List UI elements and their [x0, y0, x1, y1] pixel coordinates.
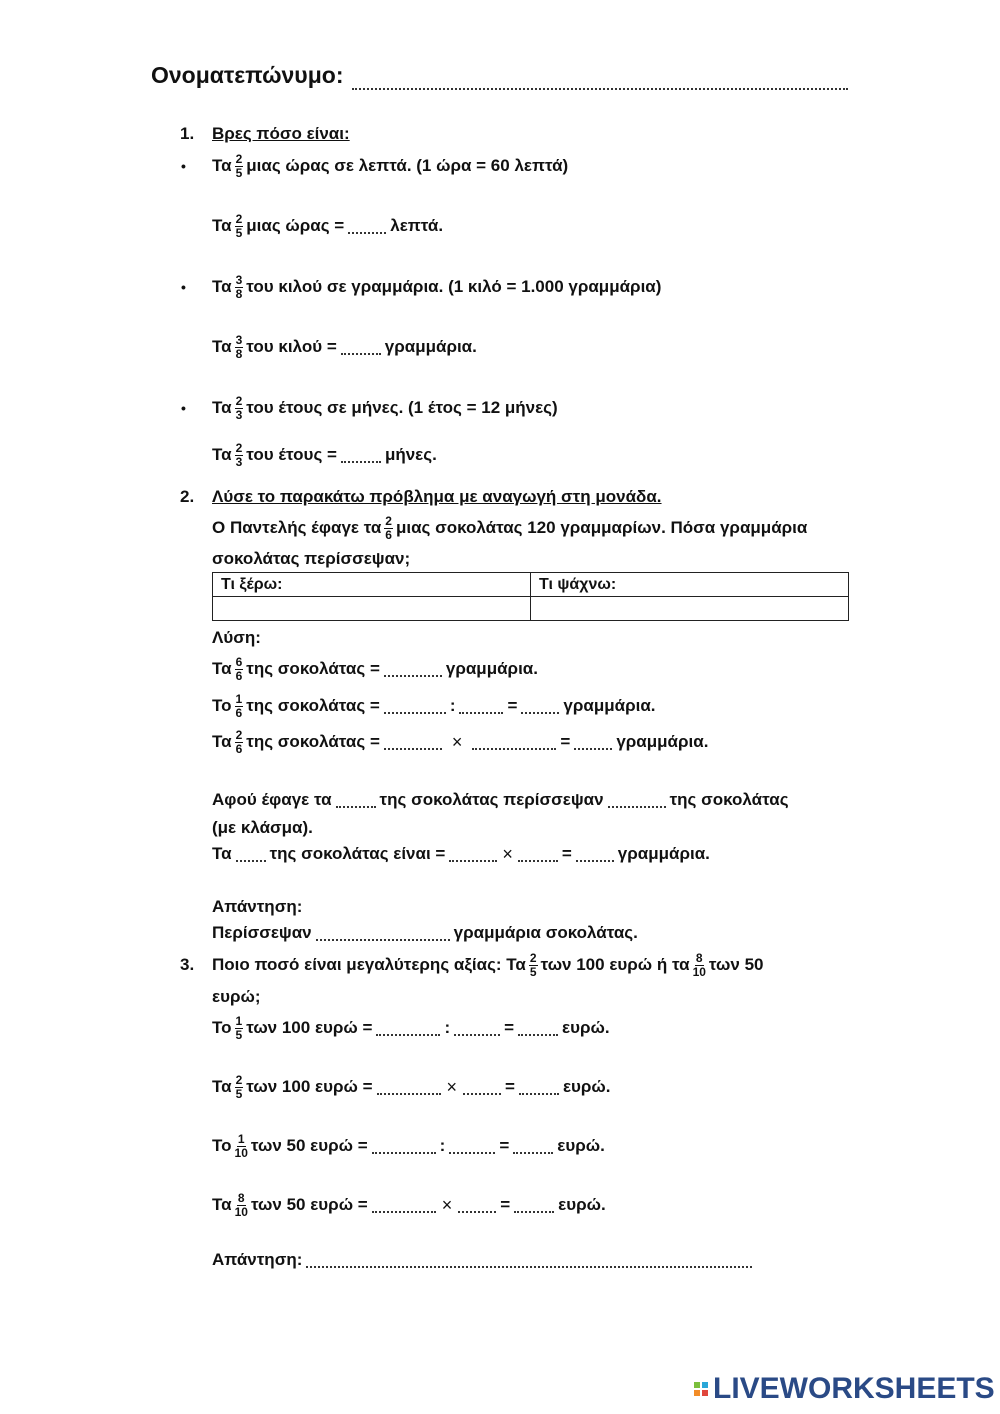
- times-sign: ×: [446, 1076, 458, 1097]
- solution-line-2: Το $\frac{1}{6}$ της σοκολάτας = : = γραμμάρια.: [212, 691, 656, 720]
- q1-item-1-question: Τα $\frac{2}{5}$ μιας ώρας σε λεπτά. (1 ώρα = 60 λεπτά): [212, 151, 569, 180]
- answer-blank[interactable]: [459, 698, 503, 714]
- answer-blank[interactable]: [449, 1138, 495, 1154]
- solution-line-3: Τα $\frac{2}{6}$ της σοκολάτας = × = γραμμάρια.: [212, 727, 709, 756]
- know-seek-table: [212, 572, 849, 621]
- fraction: $\frac{2}{5}$: [529, 950, 537, 979]
- answer-blank[interactable]: [576, 846, 614, 862]
- q3-row-1: Το $\frac{1}{5}$ των 100 ευρώ = : = ευρώ.: [212, 1013, 610, 1042]
- q2-problem-line-1: Ο Παντελής έφαγε τα $\frac{2}{6}$ μιας σοκολάτας 120 γραμμαρίων. Πόσα γραμμάρια: [212, 513, 808, 542]
- fraction: $\frac{8}{10}$: [234, 1190, 248, 1219]
- q2-title: Λύσε το παρακάτω πρόβλημα με αναγωγή στη μονάδα.: [212, 487, 662, 506]
- q2-answer-line: Περίσσεψαν γραμμάρια σοκολάτας.: [212, 923, 638, 942]
- after-eating-note: (με κλάσμα).: [212, 818, 313, 837]
- answer-blank[interactable]: [341, 447, 381, 463]
- solution-line-1: Τα $\frac{6}{6}$ της σοκολάτας = γραμμάρια.: [212, 654, 538, 683]
- q1-title: Βρες πόσο είναι:: [212, 124, 350, 143]
- q3-row-2: Τα $\frac{2}{5}$ των 100 ευρώ = × = ευρώ.: [212, 1072, 611, 1101]
- answer-blank[interactable]: [306, 1252, 752, 1268]
- bullet: •: [181, 279, 186, 295]
- q3-row-3: Το $\frac{1}{10}$ των 50 ευρώ = : = ευρώ.: [212, 1131, 605, 1160]
- q1-item-2-question: Τα $\frac{3}{8}$ του κιλού σε γραμμάρια. (1 κιλό = 1.000 γραμμάρια): [212, 272, 662, 301]
- answer-blank[interactable]: [472, 734, 556, 750]
- bullet: •: [181, 400, 186, 416]
- answer-blank[interactable]: [518, 846, 558, 862]
- fraction: $\frac{2}{3}$: [235, 393, 243, 422]
- answer-blank[interactable]: [454, 1020, 500, 1036]
- fraction: $\frac{1}{5}$: [235, 1013, 243, 1042]
- table-header-know: Τι ξέρω:: [213, 573, 531, 597]
- table-cell-know[interactable]: [213, 597, 531, 621]
- fraction: $\frac{2}{6}$: [385, 513, 392, 542]
- q1-item-3-answer: Τα $\frac{2}{3}$ του έτους = μήνες.: [212, 440, 437, 469]
- q2-answer-label: Απάντηση:: [212, 897, 303, 916]
- fraction: $\frac{3}{8}$: [235, 272, 243, 301]
- times-sign: ×: [502, 843, 513, 864]
- answer-blank[interactable]: [458, 1197, 496, 1213]
- logo-text: LIVEWORKSHEETS: [713, 1372, 995, 1405]
- answer-blank[interactable]: [372, 1197, 436, 1213]
- q1-number: 1.: [180, 124, 195, 143]
- table-cell-seek[interactable]: [531, 597, 849, 621]
- q3-title-line-1: Ποιο ποσό είναι μεγαλύτερης αξίας: Τα $\frac{2}{5}$ των 100 ευρώ ή τα $\frac{8}{10}$ των 50: [212, 950, 764, 979]
- q1-item-3-question: Τα $\frac{2}{3}$ του έτους σε μήνες. (1 έτος = 12 μήνες): [212, 393, 558, 422]
- remaining-line: Τα της σοκολάτας είναι = × = γραμμάρια.: [212, 843, 710, 864]
- answer-blank[interactable]: [384, 734, 442, 750]
- answer-blank[interactable]: [336, 792, 376, 808]
- answer-blank[interactable]: [316, 925, 450, 941]
- answer-blank[interactable]: [372, 1138, 436, 1154]
- fraction: $\frac{3}{8}$: [235, 332, 243, 361]
- answer-blank[interactable]: [463, 1079, 501, 1095]
- times-sign: ×: [441, 1194, 453, 1215]
- fraction: $\frac{8}{10}$: [692, 950, 706, 979]
- answer-blank[interactable]: [521, 698, 559, 714]
- answer-blank[interactable]: [384, 698, 446, 714]
- answer-blank[interactable]: [518, 1020, 558, 1036]
- answer-blank[interactable]: [348, 218, 386, 234]
- answer-blank[interactable]: [376, 1020, 440, 1036]
- fraction: $\frac{2}{5}$: [235, 1072, 243, 1101]
- times-sign: ×: [451, 731, 463, 752]
- q3-row-4: Τα $\frac{8}{10}$ των 50 ευρώ = × = ευρώ.: [212, 1190, 606, 1219]
- table-header-seek: Τι ψάχνω:: [531, 573, 849, 597]
- name-label: Ονοματεπώνυμο:: [151, 62, 344, 88]
- answer-blank[interactable]: [519, 1079, 559, 1095]
- solution-label: Λύση:: [212, 628, 261, 647]
- answer-blank[interactable]: [236, 846, 266, 862]
- answer-blank[interactable]: [449, 846, 497, 862]
- q1-item-1-answer: Τα $\frac{2}{5}$ μιας ώρας = λεπτά.: [212, 211, 444, 240]
- logo-icon: [693, 1381, 709, 1397]
- q2-problem-line-2: σοκολάτας περίσσεψαν;: [212, 549, 411, 568]
- bullet: •: [181, 158, 186, 174]
- q1-item-2-answer: Τα $\frac{3}{8}$ του κιλού = γραμμάρια.: [212, 332, 477, 361]
- fraction: $\frac{1}{6}$: [235, 691, 243, 720]
- answer-blank[interactable]: [514, 1197, 554, 1213]
- q3-answer-line: Απάντηση:: [212, 1240, 756, 1280]
- fraction: $\frac{2}{5}$: [235, 211, 243, 240]
- q2-number: 2.: [180, 487, 195, 506]
- answer-blank[interactable]: [377, 1079, 441, 1095]
- fraction: $\frac{6}{6}$: [235, 654, 243, 683]
- fraction: $\frac{2}{6}$: [235, 727, 243, 756]
- q3-number: 3.: [180, 955, 195, 974]
- fraction: $\frac{2}{3}$: [235, 440, 243, 469]
- answer-blank[interactable]: [608, 792, 666, 808]
- answer-blank[interactable]: [513, 1138, 553, 1154]
- name-field[interactable]: [352, 74, 848, 90]
- after-eating-line: Αφού έφαγε τα της σοκολάτας περίσσεψαν της σοκολάτας: [212, 790, 789, 809]
- liveworksheets-logo: [693, 1372, 995, 1406]
- answer-blank[interactable]: [574, 734, 612, 750]
- fraction: $\frac{1}{10}$: [234, 1131, 248, 1160]
- fraction: $\frac{2}{5}$: [235, 151, 243, 180]
- answer-blank[interactable]: [384, 661, 442, 677]
- q3-title-line-2: ευρώ;: [212, 987, 261, 1006]
- answer-blank[interactable]: [341, 339, 381, 355]
